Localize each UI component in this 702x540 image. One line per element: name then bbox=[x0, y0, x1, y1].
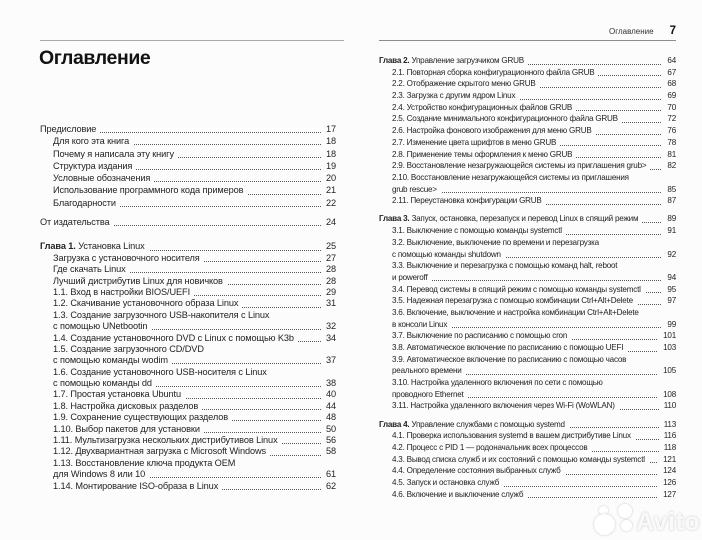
toc-entry bbox=[40, 197, 336, 209]
toc-entry-text: 4.2. Процесс с PID 1 — родоначальник всех процессов bbox=[392, 442, 591, 454]
toc-page-number: 18 bbox=[321, 148, 336, 160]
toc-line bbox=[40, 123, 336, 135]
toc-entry bbox=[379, 137, 676, 149]
toc-entry-text: Предисловие bbox=[40, 123, 100, 135]
toc-line bbox=[379, 330, 676, 342]
toc-entry bbox=[379, 307, 676, 330]
toc-page-number: 24 bbox=[321, 216, 336, 228]
toc-entry-text: 3.1. Выключение с помощью команды systemctl bbox=[392, 225, 566, 237]
toc-entry-text: 3.8. Автоматическое включение по расписанию с помощью UEFI bbox=[392, 342, 627, 354]
toc-page-number: 28 bbox=[321, 276, 336, 287]
toc-entry bbox=[379, 225, 676, 237]
toc-line bbox=[379, 184, 676, 196]
toc-entry-text: проводного Ethernet bbox=[392, 389, 468, 401]
toc-line bbox=[379, 430, 676, 442]
toc-entry bbox=[40, 123, 336, 135]
toc-entry bbox=[379, 149, 676, 161]
toc-entry bbox=[40, 287, 336, 298]
avito-watermark-label: Avito bbox=[636, 508, 701, 536]
toc-entry-text: 4.1. Проверка использования systemd в вашем дистрибутиве Linux bbox=[392, 430, 635, 442]
toc-section bbox=[379, 213, 676, 412]
toc-page-number: 95 bbox=[662, 284, 676, 296]
toc-page-number: 78 bbox=[662, 137, 676, 149]
toc-entry-text: 1.12. Двухвариантная загрузка с Microsoft Windows bbox=[53, 446, 270, 457]
toc-entry-text: 1.1. Вход в настройки BIOS/UEFI bbox=[53, 287, 194, 298]
toc-entry bbox=[379, 330, 676, 342]
toc-entry-text: 3.11. Настройка удаленного включения через Wi-Fi (WoWLAN) bbox=[392, 400, 619, 412]
running-head: Оглавление bbox=[608, 27, 654, 36]
toc-entry-text: Где скачать Linux bbox=[53, 264, 130, 275]
toc-page-number: 85 bbox=[662, 184, 676, 196]
logo-circle bbox=[594, 514, 615, 535]
toc-entry bbox=[379, 55, 676, 67]
toc-section bbox=[379, 419, 676, 501]
toc-line bbox=[379, 78, 676, 90]
toc-entry bbox=[379, 295, 676, 307]
toc-line bbox=[379, 377, 676, 389]
toc-entry bbox=[379, 354, 676, 377]
toc-page-number: 31 bbox=[321, 298, 336, 309]
toc-entry bbox=[40, 333, 336, 344]
toc-entry-text: в консоли Linux bbox=[392, 319, 451, 331]
toc-entry bbox=[40, 344, 336, 367]
toc-section bbox=[40, 241, 336, 492]
toc-line bbox=[379, 442, 676, 454]
logo-circle bbox=[618, 504, 632, 518]
toc-line bbox=[40, 135, 336, 147]
toc-entry-text: с помощью команды dd bbox=[53, 378, 156, 389]
toc-entry-text: и poweroff bbox=[392, 272, 431, 284]
toc-entry bbox=[379, 377, 676, 400]
toc-entry bbox=[379, 67, 676, 79]
toc-line bbox=[379, 477, 676, 489]
toc-page-number: 101 bbox=[658, 330, 676, 342]
toc-entry bbox=[40, 412, 336, 423]
toc-page-number: 87 bbox=[662, 195, 676, 207]
toc-entry bbox=[379, 342, 676, 354]
toc-entry bbox=[40, 135, 336, 147]
toc-line bbox=[379, 489, 676, 501]
toc-page-number: 105 bbox=[658, 365, 676, 377]
toc-line bbox=[40, 367, 336, 378]
toc-section bbox=[40, 123, 336, 209]
chapter-number-label: Глава 1. bbox=[40, 241, 76, 252]
toc-page-number: 70 bbox=[662, 102, 676, 114]
header-rule bbox=[379, 40, 676, 41]
toc-entry bbox=[40, 424, 336, 435]
toc-page-number: 69 bbox=[662, 90, 676, 102]
toc-page-number: 61 bbox=[321, 469, 336, 480]
toc-page-number: 22 bbox=[321, 197, 336, 209]
toc-page-number: 121 bbox=[658, 454, 676, 466]
toc-line bbox=[40, 458, 336, 469]
toc-entry-text: 2.3. Загрузка с другим ядром Linux bbox=[392, 90, 519, 102]
toc-line bbox=[40, 355, 336, 366]
toc-entry bbox=[40, 435, 336, 446]
toc-line bbox=[379, 225, 676, 237]
toc-entry-text: 1.4. Создание установочного DVD с Linux с помощью K3b bbox=[53, 333, 298, 344]
toc-line bbox=[379, 419, 676, 431]
toc-entry-text: 4.4. Определение состояния выбранных служб bbox=[392, 465, 565, 477]
toc-line bbox=[379, 307, 676, 319]
toc-page-number: 92 bbox=[662, 249, 676, 261]
toc-page-number: 94 bbox=[662, 272, 676, 284]
toc-line bbox=[379, 125, 676, 137]
toc-line bbox=[40, 197, 336, 209]
toc-line bbox=[379, 465, 676, 477]
toc-page-number: 29 bbox=[321, 287, 336, 298]
page-number: 7 bbox=[669, 25, 676, 37]
toc-line bbox=[40, 412, 336, 423]
toc-line bbox=[379, 354, 676, 366]
toc-entry-text: для Windows 8 или 10 bbox=[53, 469, 149, 480]
toc-line bbox=[379, 295, 676, 307]
toc-line bbox=[40, 287, 336, 298]
toc-entry-text: 2.8. Применение темы оформления к меню GRUB bbox=[392, 149, 576, 161]
toc-page-number: 64 bbox=[662, 55, 676, 67]
toc-entry bbox=[40, 458, 336, 481]
toc-line bbox=[379, 272, 676, 284]
toc-entry-text: Использование программного кода примеров bbox=[53, 184, 247, 196]
toc-entry-text: 1.2. Скачивание установочного образа Linux bbox=[53, 298, 242, 309]
toc-page-number: 127 bbox=[658, 489, 676, 501]
toc-entry bbox=[40, 216, 336, 228]
toc-line bbox=[40, 253, 336, 264]
toc-entry-text: 3.9. Автоматическое включение по расписанию с помощью часов bbox=[392, 354, 630, 366]
toc-entry bbox=[379, 90, 676, 102]
toc-page-number: 20 bbox=[321, 172, 336, 184]
toc-entry-text: 1.7. Простая установка Ubuntu bbox=[53, 389, 185, 400]
toc-entry bbox=[40, 446, 336, 457]
toc-line bbox=[379, 319, 676, 331]
toc-page-number: 40 bbox=[321, 389, 336, 400]
toc-entry-text: 1.3. Создание загрузочного USB-накопителя с Linux bbox=[53, 310, 273, 321]
toc-entry-text: 1.9. Сохранение существующих разделов bbox=[53, 412, 232, 423]
toc-entry bbox=[379, 465, 676, 477]
toc-entry-text: 1.5. Создание загрузочного CD/DVD bbox=[53, 344, 208, 355]
toc-entry bbox=[379, 160, 676, 172]
chapter-number-label: Глава 4. bbox=[379, 419, 410, 429]
toc-entry bbox=[40, 401, 336, 412]
toc-line bbox=[379, 389, 676, 401]
toc-line bbox=[40, 424, 336, 435]
toc-page-number: 34 bbox=[321, 333, 336, 344]
toc-entry-text: 3.3. Выключение и перезагрузка с помощью команд halt, reboot bbox=[392, 260, 621, 272]
toc-line bbox=[379, 249, 676, 261]
toc-entry-text: Благодарности bbox=[53, 197, 120, 209]
toc-line bbox=[379, 67, 676, 79]
toc-entry-text: с помощью UNetbootin bbox=[53, 321, 151, 332]
toc-entry-text: с помощью команды shutdown bbox=[392, 249, 505, 261]
toc-entry-text: реального времени bbox=[392, 365, 466, 377]
toc-entry-text: 4.5. Запуск и остановка служб bbox=[392, 477, 503, 489]
toc-line bbox=[40, 298, 336, 309]
toc-line bbox=[40, 276, 336, 287]
toc-line bbox=[40, 481, 336, 492]
toc-entry-text: 4.6. Включение и выключение служб bbox=[392, 489, 527, 501]
toc-entry bbox=[379, 172, 676, 195]
toc-entry-text: 1.11. Мультизагрузка нескольких дистрибутивов Linux bbox=[53, 435, 282, 446]
toc-entry bbox=[379, 454, 676, 466]
toc-title: Оглавление bbox=[39, 47, 151, 69]
toc-page-number: 103 bbox=[658, 342, 676, 354]
toc-page-number: 108 bbox=[658, 389, 676, 401]
toc-page-number: 81 bbox=[662, 149, 676, 161]
toc-page-number: 18 bbox=[321, 135, 336, 147]
toc-entry-text: 2.7. Изменение цвета шрифтов в меню GRUB bbox=[392, 137, 560, 149]
toc-section bbox=[379, 55, 676, 207]
toc-line bbox=[40, 378, 336, 389]
toc-page-number: 58 bbox=[321, 446, 336, 457]
toc-line bbox=[379, 149, 676, 161]
toc-line bbox=[379, 237, 676, 249]
toc-line bbox=[40, 310, 336, 321]
toc-entry bbox=[379, 419, 676, 431]
toc-entry bbox=[379, 213, 676, 225]
toc-entry-text: grub rescue> bbox=[392, 184, 441, 196]
toc-entry-text: 2.11. Переустановка конфигурации GRUB bbox=[392, 195, 546, 207]
toc-entry bbox=[379, 113, 676, 125]
toc-entry-text: 2.6. Настройка фонового изображения для меню GRUB bbox=[392, 125, 596, 137]
toc-entry-text: 3.4. Перевод системы в спящий режим с помощью команды systemctl bbox=[392, 284, 645, 296]
toc-line bbox=[379, 195, 676, 207]
toc-entry bbox=[379, 489, 676, 501]
toc-entry bbox=[40, 172, 336, 184]
toc-page-number: 72 bbox=[662, 113, 676, 125]
toc-page-number: 28 bbox=[321, 264, 336, 275]
page-header bbox=[379, 25, 676, 37]
toc-line bbox=[379, 213, 676, 225]
toc-entry-text: 1.6. Создание установочного USB-носителя с Linux bbox=[53, 367, 271, 378]
toc-entry-text: Структура издания bbox=[53, 160, 136, 172]
toc-line bbox=[379, 160, 676, 172]
toc-entry bbox=[379, 195, 676, 207]
toc-page-number: 38 bbox=[321, 378, 336, 389]
toc-page-number: 19 bbox=[321, 160, 336, 172]
toc-entry bbox=[40, 264, 336, 275]
toc-page-number: 124 bbox=[658, 465, 676, 477]
toc-line bbox=[40, 389, 336, 400]
toc-entry-text: 4.3. Вывод списка служб и их состояний с помощью команды systemctl bbox=[392, 454, 649, 466]
toc-page-number: 44 bbox=[321, 401, 336, 412]
toc-entry-text: 3.6. Включение, выключение и настройка комбинации Ctrl+Alt+Delete bbox=[392, 307, 643, 319]
toc-entry-text: Глава 2. Управление загрузчиком GRUB bbox=[379, 55, 528, 67]
toc-entry-text: 2.5. Создание минимального конфигурационного файла GRUB bbox=[392, 113, 622, 125]
toc-entry bbox=[40, 276, 336, 287]
toc-line bbox=[40, 344, 336, 355]
toc-entry bbox=[379, 400, 676, 412]
toc-line bbox=[40, 401, 336, 412]
toc-entry bbox=[379, 237, 676, 260]
toc-entry bbox=[379, 442, 676, 454]
toc-line bbox=[379, 55, 676, 67]
toc-page-number: 17 bbox=[321, 123, 336, 135]
toc-entry-text: 3.10. Настройка удаленного включения по сети с помощью bbox=[392, 377, 607, 389]
toc-page-number: 50 bbox=[321, 424, 336, 435]
toc-entry bbox=[40, 148, 336, 160]
toc-line bbox=[379, 454, 676, 466]
toc-line bbox=[40, 184, 336, 196]
toc-line bbox=[40, 264, 336, 275]
toc-entry-text: От издательства bbox=[40, 216, 114, 228]
toc-line bbox=[40, 160, 336, 172]
chapter-number-label: Глава 2. bbox=[379, 56, 410, 65]
toc-entry bbox=[40, 184, 336, 196]
toc-line bbox=[379, 90, 676, 102]
toc-page-number: 118 bbox=[659, 442, 676, 454]
toc-entry bbox=[379, 477, 676, 489]
toc-line bbox=[379, 342, 676, 354]
toc-entry bbox=[40, 481, 336, 492]
toc-entry-text: 3.2. Выключение, выключение по времени и перезагрузка bbox=[392, 237, 603, 249]
toc-list-left bbox=[40, 123, 336, 492]
toc-entry-text: с помощью команды wodim bbox=[53, 355, 172, 366]
toc-page-number: 27 bbox=[321, 253, 336, 264]
toc-entry bbox=[379, 102, 676, 114]
toc-line bbox=[40, 321, 336, 332]
toc-entry bbox=[40, 389, 336, 400]
toc-page-number: 99 bbox=[662, 319, 676, 331]
toc-page-number: 32 bbox=[321, 321, 336, 332]
toc-page-number: 89 bbox=[662, 213, 676, 225]
toc-entry bbox=[40, 160, 336, 172]
toc-page-number: 76 bbox=[662, 125, 676, 137]
toc-entry-text: 2.9. Восстановление незагружающейся системы из приглашения grub> bbox=[392, 160, 650, 172]
toc-page-number: 62 bbox=[321, 481, 336, 492]
toc-line bbox=[40, 216, 336, 228]
toc-entry bbox=[379, 260, 676, 283]
toc-line bbox=[40, 172, 336, 184]
toc-page-number: 97 bbox=[662, 295, 676, 307]
toc-entry-text: 3.7. Выключение по расписанию с помощью cron bbox=[392, 330, 571, 342]
toc-entry-text: Почему я написала эту книгу bbox=[53, 148, 178, 160]
toc-entry bbox=[379, 78, 676, 90]
toc-line bbox=[379, 102, 676, 114]
toc-line bbox=[40, 333, 336, 344]
toc-entry-text: 1.14. Монтирование ISO-образа в Linux bbox=[53, 481, 222, 492]
toc-entry bbox=[40, 253, 336, 264]
toc-page-number: 67 bbox=[662, 67, 676, 79]
toc-section bbox=[40, 216, 336, 228]
toc-entry-text: 1.13. Восстановление ключа продукта OEM bbox=[53, 458, 239, 469]
toc-page-number: 110 bbox=[659, 400, 676, 412]
toc-page-number: 56 bbox=[321, 435, 336, 446]
toc-page-number: 91 bbox=[662, 225, 676, 237]
toc-entry-text: Лучший дистрибутив Linux для новичков bbox=[53, 276, 227, 287]
toc-entry-text: Условные обозначения bbox=[53, 172, 154, 184]
toc-entry-text: 2.2. Отображение скрытого меню GRUB bbox=[392, 78, 540, 90]
toc-line bbox=[379, 260, 676, 272]
toc-entry-text: Глава 3. Запуск, остановка, перезапуск и перевод Linux в спящий режим bbox=[379, 213, 642, 225]
toc-entry-text: 2.4. Устройство конфигурационных файлов GRUB bbox=[392, 102, 576, 114]
toc-page-number: 25 bbox=[321, 241, 336, 252]
toc-line bbox=[379, 365, 676, 377]
toc-page-number: 48 bbox=[321, 412, 336, 423]
toc-line bbox=[40, 446, 336, 457]
toc-entry bbox=[40, 298, 336, 309]
toc-entry-text: Глава 1. Установка Linux bbox=[40, 241, 149, 252]
toc-entry bbox=[379, 430, 676, 442]
toc-line bbox=[40, 148, 336, 160]
toc-line bbox=[379, 284, 676, 296]
toc-entry-text: Загрузка с установочного носителя bbox=[53, 253, 204, 264]
toc-entry-text: 2.10. Восстановление незагружающейся системы из приглашения bbox=[392, 172, 633, 184]
toc-page-number: 126 bbox=[658, 477, 676, 489]
toc-line bbox=[379, 400, 676, 412]
toc-page-number: 37 bbox=[321, 355, 336, 366]
chapter-number-label: Глава 3. bbox=[379, 214, 410, 224]
toc-entry bbox=[40, 241, 336, 252]
toc-line bbox=[379, 113, 676, 125]
toc-page-number: 113 bbox=[659, 419, 676, 431]
dot-leader bbox=[392, 280, 675, 281]
toc-line bbox=[40, 435, 336, 446]
toc-list-right bbox=[379, 55, 676, 500]
toc-page-number: 116 bbox=[659, 430, 676, 442]
toc-entry-text: 2.1. Повторная сборка конфигурационного файла GRUB bbox=[392, 67, 598, 79]
toc-entry bbox=[379, 125, 676, 137]
toc-entry-text: Для кого эта книга bbox=[53, 135, 133, 147]
toc-entry-text: 1.10. Выбор пакетов для установки bbox=[53, 424, 204, 435]
title-rule bbox=[40, 40, 344, 41]
toc-entry-text: Глава 4. Управление службами с помощью systemd bbox=[379, 419, 569, 431]
toc-page-number: 68 bbox=[662, 78, 676, 90]
toc-line bbox=[40, 469, 336, 480]
toc-entry bbox=[40, 310, 336, 333]
toc-line bbox=[379, 137, 676, 149]
toc-page-number: 21 bbox=[321, 184, 336, 196]
toc-entry-text: 3.5. Надежная перезагрузка с помощью комбинации Ctrl+Alt+Delete bbox=[392, 295, 637, 307]
toc-entry-text: 1.8. Настройка дисковых разделов bbox=[53, 401, 202, 412]
logo-circle bbox=[621, 520, 632, 531]
toc-line bbox=[40, 241, 336, 252]
toc-page-number: 82 bbox=[662, 160, 676, 172]
toc-line bbox=[379, 172, 676, 184]
toc-entry bbox=[379, 284, 676, 296]
toc-entry bbox=[40, 367, 336, 390]
